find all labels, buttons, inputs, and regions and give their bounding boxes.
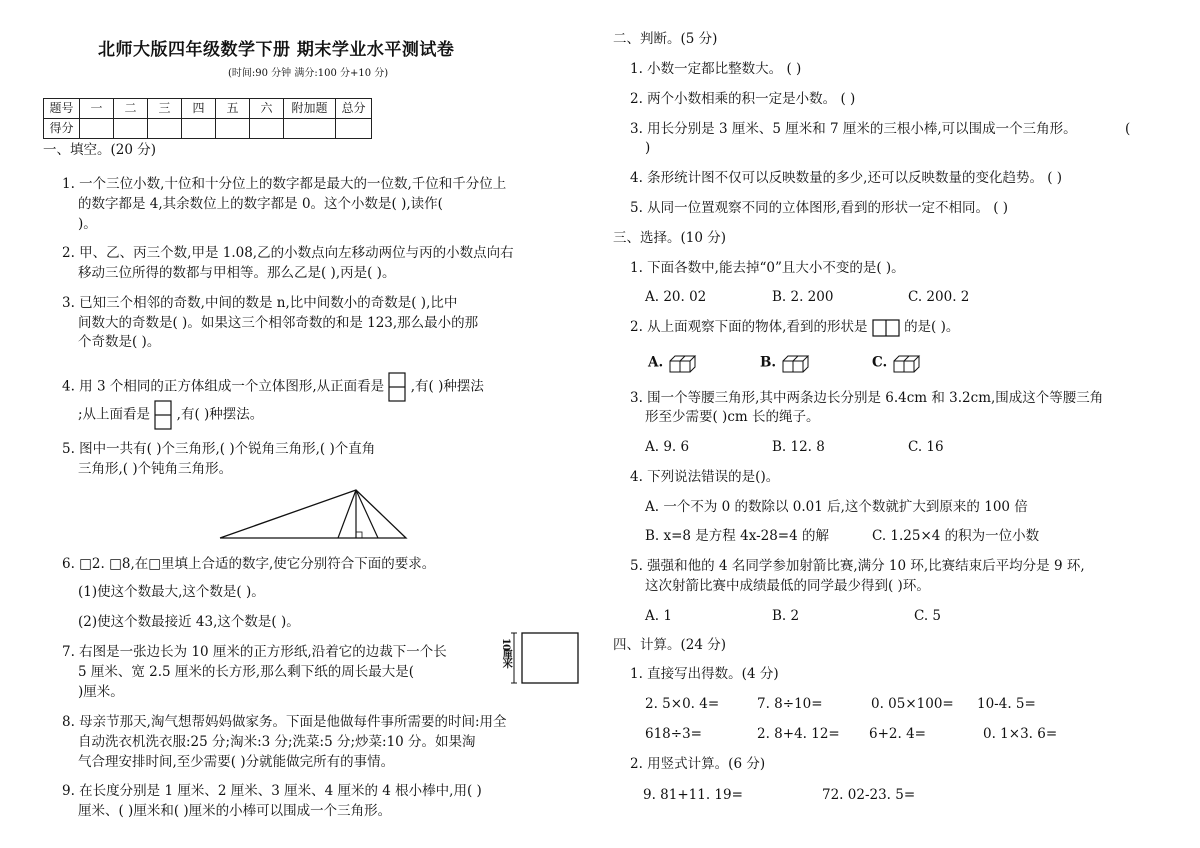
option-label: B. <box>760 354 777 371</box>
triangle-figure <box>218 488 408 540</box>
cube-figure-c-icon <box>892 353 922 373</box>
calc-item: 72. 02-23. 5= <box>822 787 916 803</box>
choice-1-option-b[interactable]: B. 2. 200 <box>772 289 834 305</box>
question-3-line1: 3. 已知三个相邻的奇数,中间的数是 n,比中间数小的奇数是( ),比中 <box>62 295 458 311</box>
choice-question-3-line1: 3. 围一个等腰三角形,其中两条边长分别是 6.4cm 和 3.2cm,围成这个等腰三角 <box>630 390 1104 406</box>
score-input-cell[interactable] <box>80 119 114 139</box>
question-1-line1: 1. 一个三位小数,十位和十分位上的数字都是最大的一位数,千位和千分位上 <box>62 176 507 192</box>
question-1-line3: )。 <box>78 216 97 232</box>
question-8-line3: 气合理安排时间,至少需要( )分就能做完所有的事情。 <box>78 754 395 770</box>
choice-2-option-a[interactable] <box>648 353 698 373</box>
table-cell: 四 <box>182 99 216 119</box>
calc-item: 2. 8+4. 12= <box>757 726 840 742</box>
score-input-cell[interactable] <box>284 119 336 139</box>
score-input-cell[interactable] <box>182 119 216 139</box>
score-input-cell[interactable] <box>250 119 284 139</box>
page-title: 北师大版四年级数学下册 期末学业水平测试卷 <box>98 40 455 60</box>
choice-question-5-line2: 这次射箭比赛中成绩最低的同学最少得到( )环。 <box>645 578 930 594</box>
section-choice-title: 三、选择。(10 分) <box>613 230 727 246</box>
table-row <box>44 119 372 139</box>
choice-5-option-a[interactable]: A. 1 <box>645 608 672 624</box>
table-cell: 总分 <box>336 99 372 119</box>
square-side-label: 10厘米 <box>500 638 512 668</box>
front-view-shape-icon <box>388 372 406 402</box>
choice-question-3-line2: 形至少需要( )cm 长的绳子。 <box>645 409 820 425</box>
choice-question-2-text-a: 2. 从上面观察下面的物体,看到的形状是 <box>630 319 868 335</box>
question-5-line1: 5. 图中一共有( )个三角形,( )个锐角三角形,( )个直角 <box>62 441 376 457</box>
choice-4-option-a[interactable]: A. 一个不为 0 的数除以 0.01 后,这个数就扩大到原来的 100 倍 <box>645 499 1028 515</box>
choice-question-1: 1. 下面各数中,能去掉“0”且大小不变的是( )。 <box>630 260 905 276</box>
calc-part-2-title: 2. 用竖式计算。(6 分) <box>630 756 766 772</box>
question-9-line2: 厘米、( )厘米和( )厘米的小棒可以围成一个三角形。 <box>78 803 392 819</box>
question-4-text-d: ,有( )种摆法。 <box>176 406 264 423</box>
question-3-line2: 间数大的奇数是( )。如果这三个相邻奇数的和是 123,那么最小的那 <box>78 315 479 331</box>
calc-item: 6+2. 4= <box>869 726 926 742</box>
question-2-line1: 2. 甲、乙、丙三个数,甲是 1.08,乙的小数点向左移动两位与丙的小数点向右 <box>62 245 514 261</box>
question-2-line2: 移动三位所得的数都与甲相等。那么乙是( ),丙是( )。 <box>78 265 396 281</box>
top-view-shape-icon <box>154 400 172 430</box>
question-3-line3: 个奇数是( )。 <box>78 334 161 350</box>
question-8-line1: 8. 母亲节那天,淘气想帮妈妈做家务。下面是他做每件事所需要的时间:用全 <box>62 714 507 730</box>
choice-5-option-c[interactable]: C. 5 <box>914 608 942 624</box>
judge-question-1: 1. 小数一定都比整数大。 ( ) <box>630 61 802 77</box>
table-cell: 一 <box>80 99 114 119</box>
square-paper-figure <box>510 632 580 684</box>
calc-item: 2. 5×0. 4= <box>645 696 720 712</box>
score-input-cell[interactable] <box>114 119 148 139</box>
table-cell: 二 <box>114 99 148 119</box>
question-4-text-b: ,有( )种摆法 <box>410 378 484 395</box>
choice-3-option-a[interactable]: A. 9. 6 <box>645 439 690 455</box>
question-9-line1: 9. 在长度分别是 1 厘米、2 厘米、3 厘米、4 厘米的 4 根小棒中,用( ) <box>62 783 482 799</box>
calc-item: 7. 8÷10= <box>757 696 823 712</box>
question-4-line1 <box>62 372 484 402</box>
page-subtitle: (时间:90 分钟 满分:100 分+10 分) <box>228 68 389 79</box>
calc-item: 0. 1×3. 6= <box>983 726 1058 742</box>
question-8-line2: 自动洗衣机洗衣服:25 分;淘米:3 分;洗菜:5 分;炒菜:10 分。如果淘 <box>78 734 476 750</box>
question-4-line2 <box>78 400 263 430</box>
judge-question-4: 4. 条形统计图不仅可以反映数量的多少,还可以反映数量的变化趋势。 ( ) <box>630 170 1063 186</box>
score-input-cell[interactable] <box>336 119 372 139</box>
question-5-line2: 三角形,( )个钝角三角形。 <box>78 461 233 477</box>
judge-question-5: 5. 从同一位置观察不同的立体图形,看到的形状一定不相同。 ( ) <box>630 200 1009 216</box>
question-1-line2: 的数字都是 4,其余数位上的数字都是 0。这个小数是( ),读作( <box>78 196 443 212</box>
section-calc-title: 四、计算。(24 分) <box>613 637 727 653</box>
question-4-text-a: 4. 用 3 个相同的正方体组成一个立体图形,从正面看是 <box>62 378 385 395</box>
section-fill-title: 一、填空。(20 分) <box>43 142 157 158</box>
choice-4-option-c[interactable]: C. 1.25×4 的积为一位小数 <box>872 528 1040 544</box>
table-cell: 五 <box>216 99 250 119</box>
score-input-cell[interactable] <box>216 119 250 139</box>
choice-question-2-text-b: 的是( )。 <box>904 319 960 335</box>
table-cell: 得分 <box>44 119 80 139</box>
question-6-part2: (2)使这个数最接近 43,这个数是( )。 <box>78 614 300 630</box>
calc-item: 9. 81+11. 19= <box>643 787 743 803</box>
section-judge-title: 二、判断。(5 分) <box>613 31 718 47</box>
option-label: C. <box>872 354 888 371</box>
choice-2-option-b[interactable] <box>760 353 811 373</box>
choice-question-4: 4. 下列说法错误的是()。 <box>630 469 780 485</box>
score-input-cell[interactable] <box>148 119 182 139</box>
choice-3-option-c[interactable]: C. 16 <box>908 439 944 455</box>
choice-question-2 <box>630 318 959 337</box>
choice-2-option-c[interactable] <box>872 353 922 373</box>
question-4-text-c: ;从上面看是 <box>78 406 151 423</box>
question-7-line3: )厘米。 <box>78 684 124 700</box>
judge-question-3-line1: 3. 用长分别是 3 厘米、5 厘米和 7 厘米的三根小棒,可以围成一个三角形。 <box>630 121 1077 137</box>
judge-question-2: 2. 两个小数相乘的积一定是小数。 ( ) <box>630 91 856 107</box>
choice-5-option-b[interactable]: B. 2 <box>772 608 800 624</box>
score-table <box>43 98 372 139</box>
table-row <box>44 99 372 119</box>
choice-1-option-c[interactable]: C. 200. 2 <box>908 289 970 305</box>
choice-4-option-b[interactable]: B. x=8 是方程 4x-28=4 的解 <box>645 528 829 544</box>
choice-3-option-b[interactable]: B. 12. 8 <box>772 439 825 455</box>
question-7-line2: 5 厘米、宽 2.5 厘米的长方形,那么剩下纸的周长最大是( <box>78 664 414 680</box>
choice-1-option-a[interactable]: A. 20. 02 <box>645 289 707 305</box>
table-cell: 三 <box>148 99 182 119</box>
table-cell: 附加题 <box>284 99 336 119</box>
table-cell: 六 <box>250 99 284 119</box>
calc-part-1-title: 1. 直接写出得数。(4 分) <box>630 666 779 682</box>
judge-question-3-open: ( <box>1125 121 1131 137</box>
cube-figure-a-icon <box>668 353 698 373</box>
judge-question-3-close: ) <box>645 140 651 156</box>
question-6-part1: (1)使这个数最大,这个数是( )。 <box>78 584 265 600</box>
question-6-line1: 6. □2. □8,在□里填上合适的数字,使它分别符合下面的要求。 <box>62 556 436 572</box>
calc-item: 0. 05×100= <box>871 696 954 712</box>
calc-item: 618÷3= <box>645 726 702 742</box>
choice-question-5-line1: 5. 强强和他的 4 名同学参加射箭比赛,满分 10 环,比赛结束后平均分是 9 环, <box>630 558 1085 574</box>
cube-figure-b-icon <box>781 353 811 373</box>
top-view-two-squares-icon <box>872 319 900 337</box>
table-cell: 题号 <box>44 99 80 119</box>
option-label: A. <box>648 354 664 371</box>
calc-item: 10-4. 5= <box>977 696 1036 712</box>
question-7-line1: 7. 右图是一张边长为 10 厘米的正方形纸,沿着它的边裁下一个长 <box>62 644 447 660</box>
